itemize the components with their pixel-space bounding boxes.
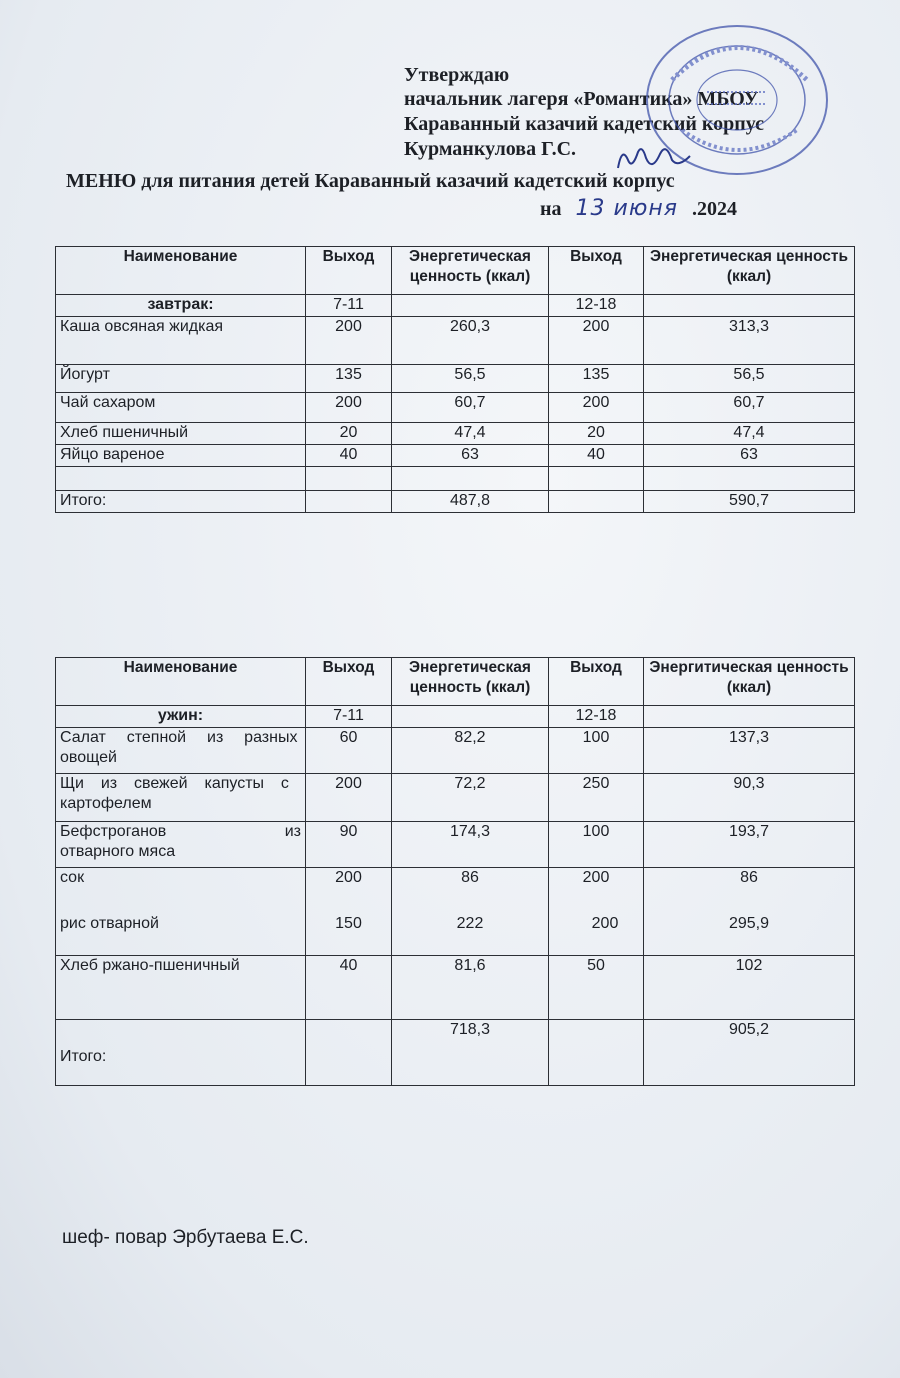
- kcal-1: 81,6: [392, 956, 549, 1020]
- date-year: .2024: [691, 198, 737, 220]
- kcal-2: 313,3: [644, 317, 855, 365]
- date-prefix: на: [540, 198, 562, 220]
- age-group-1: 7-11: [306, 295, 392, 317]
- kcal-1: 82,2: [392, 728, 549, 774]
- output-2: 200: [549, 317, 644, 365]
- empty-cell: [392, 295, 549, 317]
- meal-row: [56, 295, 855, 317]
- dish-name-line-1: [60, 728, 301, 748]
- output-2: 200: [549, 393, 644, 423]
- kcal-1: [392, 868, 549, 956]
- kcal-value: 86: [740, 869, 758, 886]
- empty-cell: [644, 706, 855, 728]
- dish-name-line-2: картофелем: [60, 795, 152, 812]
- total-kcal-1: 487,8: [392, 491, 549, 513]
- breakfast-table: [55, 246, 855, 513]
- spacer: [310, 888, 387, 914]
- empty-cell: [306, 467, 392, 491]
- col-header-kcal-1: Энергетическая ценность (ккал): [392, 658, 549, 706]
- handwritten-date: 13 июня: [575, 196, 678, 221]
- kcal-2: 102: [644, 956, 855, 1020]
- table-row: [56, 423, 855, 445]
- meal-row: [56, 706, 855, 728]
- spacer: [396, 888, 544, 914]
- col-header-kcal-2: Энергетическая ценность (ккал): [644, 247, 855, 295]
- output-2: 50: [549, 956, 644, 1020]
- output-value: 150: [335, 915, 362, 932]
- dish-name-part: Салат степной из разных: [60, 729, 298, 746]
- dish-name: [56, 774, 306, 822]
- dish-name-line-1: [60, 822, 301, 842]
- output-value: 200: [591, 915, 619, 932]
- output-2: 40: [549, 445, 644, 467]
- approval-line-3: Караванный казачий кадетский корпус: [404, 113, 765, 135]
- output-1: [306, 868, 392, 956]
- dish-name: Яйцо вареное: [56, 445, 306, 467]
- output-1: 90: [306, 822, 392, 868]
- age-group-2: 12-18: [549, 295, 644, 317]
- meal-label: ужин:: [56, 706, 306, 728]
- output-2: 250: [549, 774, 644, 822]
- approval-line-4: Курманкулова Г.С.: [404, 138, 577, 160]
- approval-line-1: Утверждаю: [404, 64, 510, 86]
- empty-cell: [644, 295, 855, 317]
- total-row: [56, 1020, 855, 1086]
- table-row: [56, 317, 855, 365]
- output-1: 20: [306, 423, 392, 445]
- kcal-2: 137,3: [644, 728, 855, 774]
- col-header-kcal-1: Энергетическая ценность (ккал): [392, 247, 549, 295]
- meal-label: завтрак:: [56, 295, 306, 317]
- table-row: [56, 393, 855, 423]
- dish-name-line-2: овощей: [60, 749, 117, 766]
- kcal-2: [644, 868, 855, 956]
- col-header-name: Наименование: [56, 658, 306, 706]
- kcal-2: 63: [644, 445, 855, 467]
- dish-name: Чай сахаром: [56, 393, 306, 423]
- kcal-2: 193,7: [644, 822, 855, 868]
- output-1: 135: [306, 365, 392, 393]
- table-header-row: [56, 658, 855, 706]
- dish-name-part: из: [284, 823, 301, 840]
- col-header-output-2: Выход: [549, 658, 644, 706]
- dish-name: [56, 728, 306, 774]
- spacer: [60, 888, 301, 914]
- col-header-output-1: Выход: [306, 247, 392, 295]
- dish-name: [56, 868, 306, 956]
- kcal-value: 86: [461, 869, 479, 886]
- col-header-output-1: Выход: [306, 658, 392, 706]
- dish-name: Каша овсяная жидкая: [56, 317, 306, 365]
- table-row: [56, 445, 855, 467]
- output-1: 200: [306, 393, 392, 423]
- kcal-1: 47,4: [392, 423, 549, 445]
- age-group-2: 12-18: [549, 706, 644, 728]
- empty-cell: [306, 1020, 392, 1086]
- empty-cell: [549, 1020, 644, 1086]
- table-row: [56, 822, 855, 868]
- output-value: 200: [582, 869, 610, 886]
- total-kcal-2: 590,7: [644, 491, 855, 513]
- empty-cell: [549, 491, 644, 513]
- kcal-value: 295,9: [728, 915, 770, 932]
- col-header-kcal-2: Энергитическая ценность (ккал): [644, 658, 855, 706]
- empty-row: [56, 467, 855, 491]
- chef-signature-line: шеф- повар Эрбутаева Е.С.: [62, 1227, 309, 1248]
- output-2: 135: [549, 365, 644, 393]
- dish-name-line-2: рис отварной: [60, 915, 159, 932]
- dish-name: Хлеб ржано-пшеничный: [56, 956, 306, 1020]
- table-header-row: [56, 247, 855, 295]
- output-2: 100: [549, 728, 644, 774]
- dish-name: Хлеб пшеничный: [56, 423, 306, 445]
- kcal-1: 63: [392, 445, 549, 467]
- output-value: 200: [335, 869, 362, 886]
- table-row: [56, 774, 855, 822]
- col-header-output-2: Выход: [549, 247, 644, 295]
- spacer: [648, 888, 850, 914]
- dish-name-line-1: сок: [60, 869, 85, 886]
- kcal-2: 90,3: [644, 774, 855, 822]
- total-label: Итого:: [56, 1020, 306, 1086]
- dish-name-line-2: отварного мяса: [60, 843, 176, 860]
- empty-cell: [392, 467, 549, 491]
- output-2: [549, 868, 644, 956]
- dish-name-line-1: Щи из свежей капусты с: [60, 775, 289, 792]
- output-1: 40: [306, 956, 392, 1020]
- kcal-2: 56,5: [644, 365, 855, 393]
- empty-cell: [549, 467, 644, 491]
- menu-title: МЕНЮ для питания детей Караванный казачий кадетский корпус: [66, 170, 675, 192]
- dish-name: Йогурт: [56, 365, 306, 393]
- empty-cell: [392, 706, 549, 728]
- kcal-1: 60,7: [392, 393, 549, 423]
- total-label: Итого:: [56, 491, 306, 513]
- empty-cell: [306, 491, 392, 513]
- dinner-table: [55, 657, 855, 1086]
- output-2: 20: [549, 423, 644, 445]
- spacer: [553, 888, 639, 914]
- kcal-value: 222: [456, 915, 484, 932]
- kcal-1: 260,3: [392, 317, 549, 365]
- empty-cell: [644, 467, 855, 491]
- total-kcal-1: 718,3: [392, 1020, 549, 1086]
- output-1: 200: [306, 317, 392, 365]
- table-row: [56, 365, 855, 393]
- output-1: 60: [306, 728, 392, 774]
- output-2: 100: [549, 822, 644, 868]
- output-1: 40: [306, 445, 392, 467]
- empty-cell: [56, 467, 306, 491]
- kcal-2: 60,7: [644, 393, 855, 423]
- col-header-name: Наименование: [56, 247, 306, 295]
- output-1: 200: [306, 774, 392, 822]
- table-row: [56, 956, 855, 1020]
- dish-name: [56, 822, 306, 868]
- total-kcal-2: 905,2: [644, 1020, 855, 1086]
- kcal-1: 56,5: [392, 365, 549, 393]
- kcal-1: 72,2: [392, 774, 549, 822]
- age-group-1: 7-11: [306, 706, 392, 728]
- approval-line-2: начальник лагеря «Романтика» МБОУ: [404, 88, 759, 110]
- table-row: [56, 868, 855, 956]
- total-row: [56, 491, 855, 513]
- kcal-2: 47,4: [644, 423, 855, 445]
- dish-name-part: Бефстроганов: [60, 823, 167, 840]
- menu-date: [540, 196, 737, 221]
- kcal-1: 174,3: [392, 822, 549, 868]
- table-row: [56, 728, 855, 774]
